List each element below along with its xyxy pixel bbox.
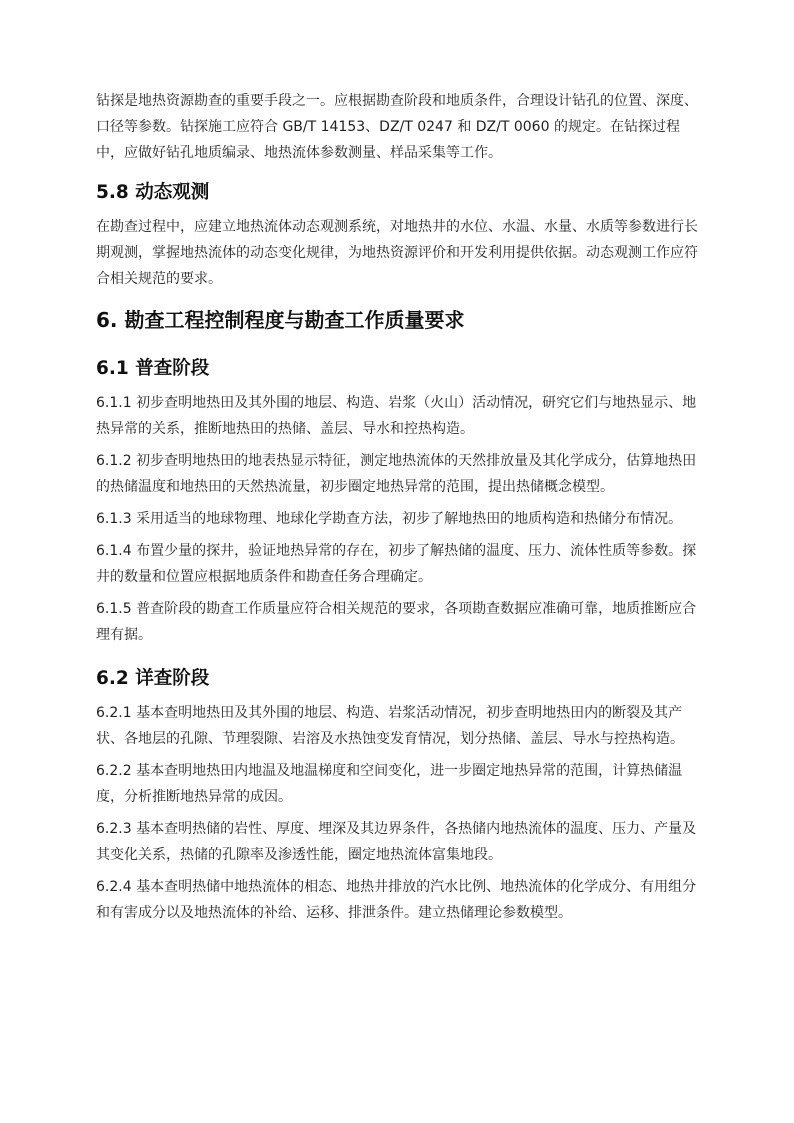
clause-6-1-1: 6.1.1 初步查明地热田及其外围的地层、构造、岩浆（火山）活动情况，研究它们与地热显示、地热异常的关系，推断地热田的热储、盖层、导水和控热构造。 [96,395,697,437]
chapter-6-heading: 6. 勘查工程控制程度与勘查工作质量要求 [96,308,465,332]
clause-6-1-3: 6.1.3 采用适当的地球物理、地球化学勘查方法，初步了解地热田的地质构造和热储分布情况。 [96,511,683,527]
clause-6-1-4: 6.1.4 布置少量的探井，验证地热异常的存在，初步了解热储的温度、压力、流体性质等参数。探井的数量和位置应根据地质条件和勘查任务合理确定。 [96,543,697,585]
clause-6-1-5: 6.1.5 普查阶段的勘查工作质量应符合相关规范的要求，各项勘查数据应准确可靠，地质推断应合理有据。 [96,601,697,643]
clause-6-1-2: 6.1.2 初步查明地热田的地表热显示特征，测定地热流体的天然排放量及其化学成分，估算地热田的热储温度和地热田的天然热流量，初步圈定地热异常的范围，提出热储概念模型。 [96,453,697,495]
clause-6-2-4: 6.2.4 基本查明热储中地热流体的相态、地热井排放的汽水比例、地热流体的化学成分、有用组分和有害成分以及地热流体的补给、运移、排泄条件。建立热储理论参数模型。 [96,879,697,921]
section-6-1-heading: 6.1 普查阶段 [96,358,210,379]
section-5-8-heading: 5.8 动态观测 [96,182,210,203]
clause-6-2-2: 6.2.2 基本查明地热田内地温及地温梯度和空间变化，进一步圈定地热异常的范围，计算热储温度，分析推断地热异常的成因。 [96,763,683,805]
section-5-8-body: 在勘查过程中，应建立地热流体动态观测系统，对地热井的水位、水温、水量、水质等参数进行长期观测，掌握地热流体的动态变化规律，为地热资源评价和开发利用提供依据。动态观测工作应符合相关规范的要求。 [96,219,698,287]
document-page [96,88,700,932]
clause-6-2-1: 6.2.1 基本查明地热田及其外围的地层、构造、岩浆活动情况，初步查明地热田内的断裂及其产状、各地层的孔隙、节理裂隙、岩溶及水热蚀变发育情况，划分热储、盖层、导水与控热构造。 [96,705,684,747]
section-6-2-heading: 6.2 详查阶段 [96,668,210,689]
intro-paragraph: 钻探是地热资源勘查的重要手段之一。应根据勘查阶段和地质条件，合理设计钻孔的位置、深度、口径等参数。钻探施工应符合 GB/T 14153、DZ/T 0247 和 DZ/T 0060 的规定。在钻探过程中，应做好钻孔地质编录、地热流体参数测量、样品采集等工作。 [96,93,698,161]
clause-6-2-3: 6.2.3 基本查明热储的岩性、厚度、埋深及其边界条件，各热储内地热流体的温度、压力、产量及其变化关系，热储的孔隙率及渗透性能，圈定地热流体富集地段。 [96,821,697,863]
